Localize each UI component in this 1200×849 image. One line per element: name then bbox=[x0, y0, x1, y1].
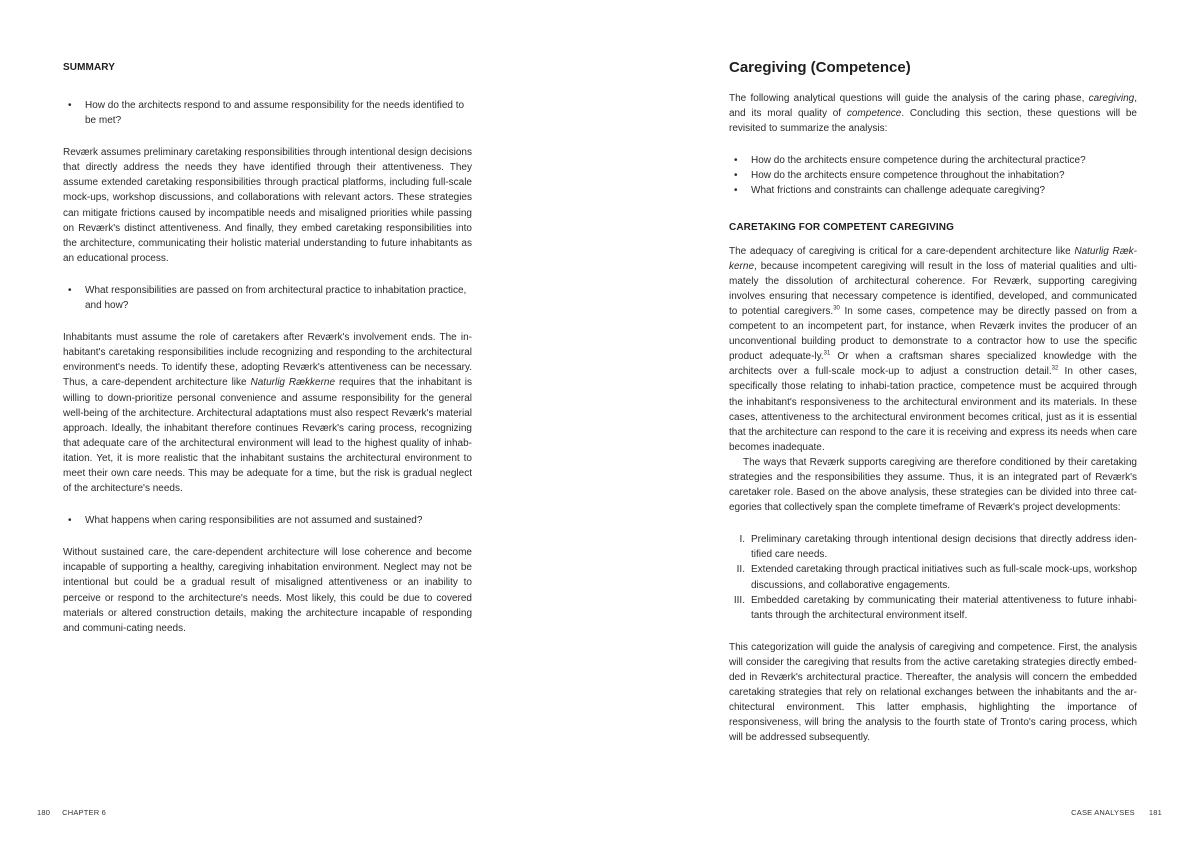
caretaking-paragraph-2: The ways that Reværk supports caregiving are therefore conditioned by their caretaking strategies and the responsibilities they assume. Thus, it is an integrated part of Reværk's caretaker role. Based on the above analysis, these strategies can be divided into three cat-egories that collectively span the complete timeframe of Reværk's project developments: bbox=[729, 456, 1137, 514]
category-item bbox=[729, 593, 1137, 623]
question-list-3 bbox=[63, 513, 472, 528]
caretaking-paragraph-1 bbox=[729, 244, 1137, 455]
footnote-ref-31: 31 bbox=[823, 350, 831, 357]
footnote-ref-32: 32 bbox=[1051, 365, 1059, 372]
paragraph-2 bbox=[63, 330, 472, 496]
paragraph-2-part-b: requires that the inhabitant is willing to down-prioritize personal convenience and assume responsibility for the general well-being of the architecture. Architectural adaptations must also respect Reværk's material approach. Ideally, the inhabitant therefore continues Reværk's caring process, recognizing that adequate care of the architectural environment will lead to the highest quality of inhab-itation. Yet, it is more realistic that the inhabitant sustains the architectural environment to meet their own care needs. This may be adequate for a time, but the risk is gradual neglect of the architecture's needs. bbox=[63, 377, 472, 495]
right-section-label: CASE ANALYSES bbox=[1071, 808, 1135, 817]
intro-paragraph bbox=[729, 91, 1137, 136]
caretaking-heading: CARETAKING FOR COMPETENT CAREGIVING bbox=[729, 221, 954, 233]
intro-emphasis-caregiving: caregiving bbox=[1088, 93, 1135, 104]
intro-part-b: , and its moral quality of bbox=[729, 93, 1137, 120]
analytical-questions-list bbox=[729, 153, 1137, 198]
category-numeral: III. bbox=[733, 594, 745, 606]
intro-part-a: The following analytical questions will guide the analysis of the caring phase, bbox=[729, 93, 1089, 104]
project-name-emphasis: Naturlig Ræk-kerne bbox=[729, 245, 1137, 272]
category-item bbox=[729, 532, 1137, 562]
caretaking-paragraph-3: This categorization will guide the analysis of caregiving and competence. First, the analysis will consider the caregiving that results from the active caretaking strategies directly embed-ded in Reværk's architectural practice. Thereafter, the analysis will concern the embedded caretaking strategies that rely on relational exchanges between the inhabitants and the ar-chitectural environment. This latter emphasis, highlighting the importance of responsiveness, will bring the analysis to the fourth state of Tronto's caring process, which will be addressed subsequently. bbox=[729, 641, 1137, 744]
right-footer bbox=[1071, 808, 1162, 817]
summary-heading: SUMMARY bbox=[63, 62, 115, 73]
section-title: Caregiving (Competence) bbox=[729, 59, 911, 76]
question-1: • How do the architects respond to and assume responsibility for the needs identified to be met? bbox=[63, 98, 472, 128]
category-text: Embedded caretaking by communicating their material attentiveness to future inhabi-tants through the architectural environment itself. bbox=[751, 594, 1137, 621]
category-numeral: II. bbox=[736, 564, 745, 576]
caretaking-p1-part-c: In some cases, competence may be directly passed on from a competent to an incompetent part, for instance, when Reværk invites the producer of an unconventional building product to demonstrate to a contractor how to use the specific product adequate-ly. bbox=[729, 305, 1137, 363]
intro-emphasis-competence: competence bbox=[846, 108, 902, 120]
left-footer bbox=[37, 808, 106, 817]
question-list-1 bbox=[63, 98, 472, 128]
left-chapter-label: CHAPTER 6 bbox=[62, 808, 107, 817]
right-page-number: 181 bbox=[1148, 808, 1162, 817]
category-text: Extended caretaking through practical initiatives such as full-scale mock-ups, workshop discussions, and collaborative engagements. bbox=[751, 564, 1137, 591]
left-column bbox=[63, 58, 472, 636]
question-list-2 bbox=[63, 283, 472, 313]
right-page bbox=[600, 0, 1200, 849]
left-page-number: 180 bbox=[37, 808, 51, 817]
question-2: • What responsibilities are passed on from architectural practice to inhabitation practice, and how? bbox=[63, 283, 472, 313]
intro-part-c: . Concluding this section, these questions will be revisited to summarize the analysis: bbox=[729, 108, 1137, 135]
category-text: Preliminary caretaking through intentional design decisions that directly address iden-tified care needs. bbox=[751, 534, 1137, 561]
paragraph-1: Reværk assumes preliminary caretaking responsibilities through intentional design decisions that directly address the needs they have identified through their attentiveness. They assume extended caretaking responsibilities through practical platforms, including full-scale mock-ups, workshop discussions, and collaborations with relevant actors. These strategies can mitigate frictions caused by incompatible needs and misaligned priorities while passing on Reværk's distinct attentiveness. And finally, they embed caretaking responsibilities into the architecture, communicating their holistic material understanding to future inhabitants as an educational process. bbox=[63, 147, 472, 264]
analytical-question: • How do the architects ensure competence throughout the inhabitation? bbox=[729, 168, 1137, 183]
analytical-question: • What frictions and constraints can challenge adequate caregiving? bbox=[729, 183, 1137, 198]
analytical-question: • How do the architects ensure competence during the architectural practice? bbox=[729, 153, 1137, 168]
right-column bbox=[729, 58, 1137, 745]
project-name-emphasis: Naturlig Rækkerne bbox=[250, 377, 336, 389]
caretaking-p1-part-d: Or when a craftsman shares specialized knowledge with the architects over a full-scale mock-up to adjust a construction detail. bbox=[729, 351, 1137, 378]
category-list bbox=[729, 532, 1137, 623]
question-3: • What happens when caring responsibilities are not assumed and sustained? bbox=[63, 513, 472, 528]
paragraph-2-part-a: Inhabitants must assume the role of caretakers after Reværk's involvement ends. The in-habitant's caretaking responsibilities include recognizing and responding to the architectural environment's needs. To identify these, adopting Reværk's attentiveness can be necessary. Thus, a care-dependent architecture like bbox=[63, 332, 472, 389]
footnote-ref-30: 30 bbox=[833, 305, 840, 312]
caretaking-p1-part-a: The adequacy of caregiving is critical for a care-dependent architecture like bbox=[729, 245, 1075, 257]
paragraph-3: Without sustained care, the care-dependent architecture will lose coherence and become incapable of supporting a healthy, caregiving inhabitation environment. Neglect may not be intentional but could be a gradual result of misaligned attentiveness or an inability to perceive or respond to the architecture's needs. Most likely, this could be due to covered materials or altered construction details, making the architecture incapable of responding and communi-cating needs. bbox=[63, 547, 472, 634]
caretaking-p1-part-e: In other cases, specifically those relating to inhabi-tation practice, competence must be acquired through the inhabitant's responsiveness to the architectural environment and its materials. In these cases, attentiveness to the architectural environment becomes critical, just as it is essential that the architecture can respond to the care it is receiving and express its needs when care becomes inadequate. bbox=[729, 366, 1137, 453]
category-numeral: I. bbox=[739, 534, 745, 546]
category-item bbox=[729, 562, 1137, 592]
caretaking-p1-part-b: , because incompetent caregiving will result in the loss of material qualities and ulti-mately the dissolution of architectural coherence. For Reværk, supporting caregiving involves ensuring that necessary competence is identified, developed, and communicated to potential caregivers. bbox=[729, 260, 1137, 317]
